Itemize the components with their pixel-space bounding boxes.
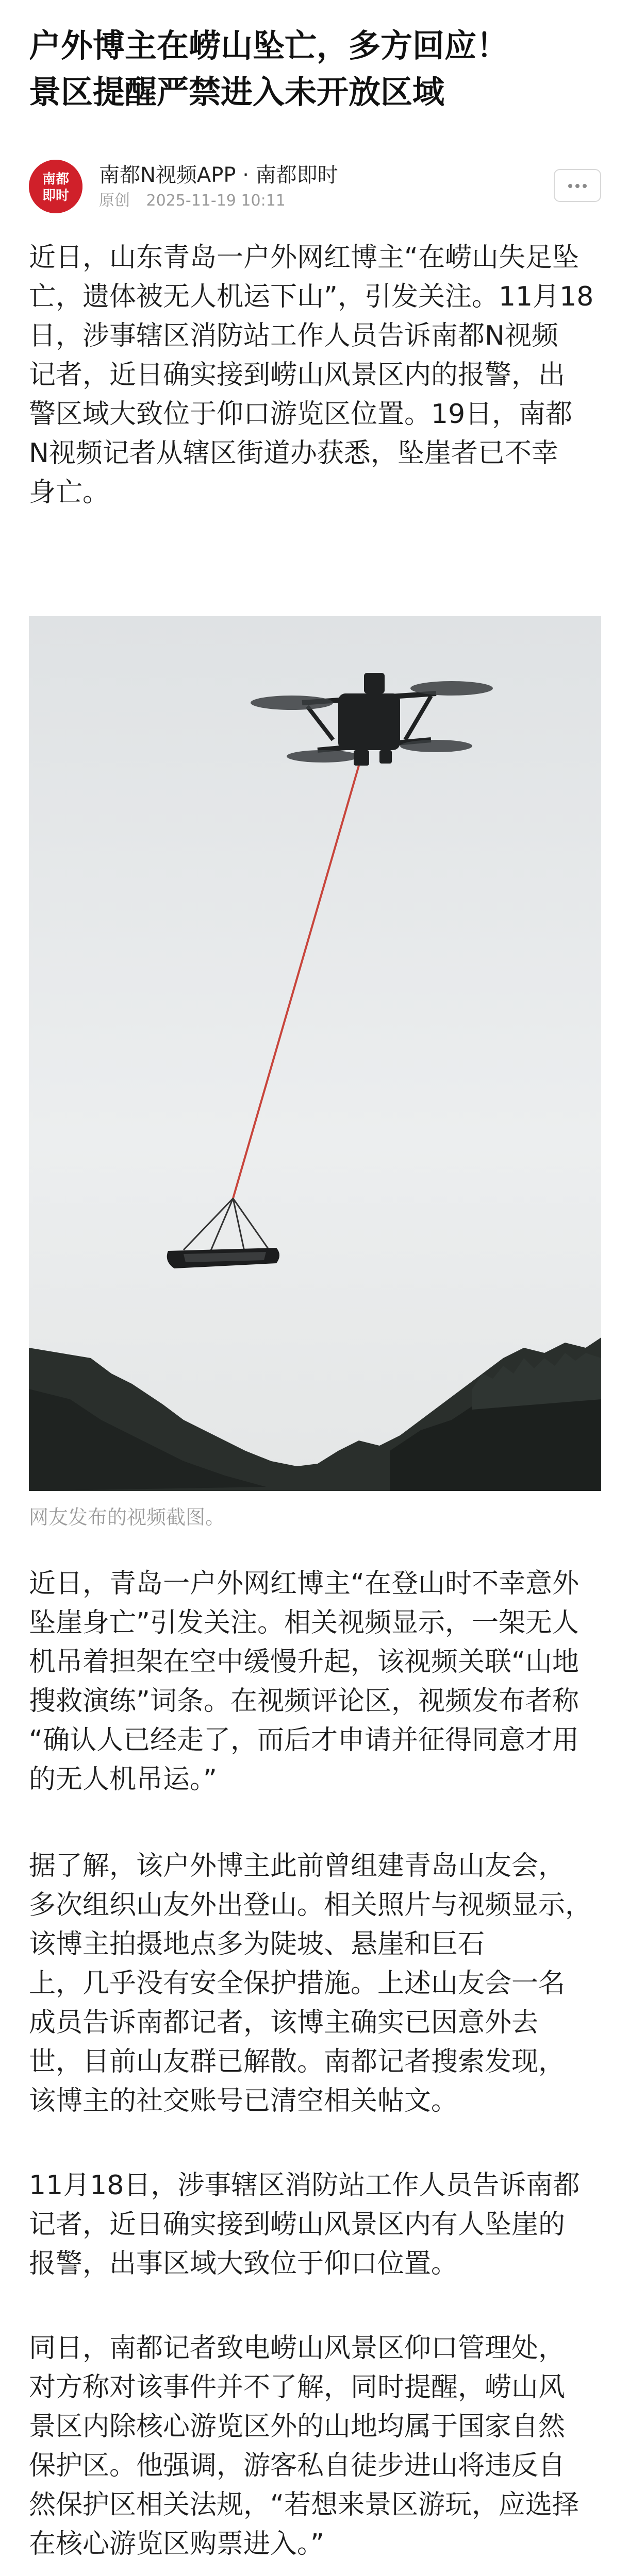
- text-line: 近日，山东青岛一户外网红博主“在崂山失足坠: [29, 242, 579, 273]
- text-line: 对方称对该事件并不了解，同时提醒，崂山风: [29, 2372, 566, 2403]
- text-line: 据了解，该户外博主此前曾组建青岛山友会，: [29, 1851, 566, 1882]
- logo-text-line-1: 南都: [42, 172, 70, 187]
- title-line: 景区提醒严禁进入未开放区域: [29, 73, 445, 111]
- text-line: 近日，青岛一户外网红博主“在登山时不幸意外: [29, 1568, 579, 1599]
- text-line: 景区内除核心游览区外的山地均属于国家自然: [29, 2411, 566, 2442]
- source-meta: [99, 191, 297, 211]
- original-badge: 原创: [99, 192, 130, 210]
- text-line: 亡，遗体被无人机运下山”，引发关注。11月18: [29, 281, 594, 312]
- ellipsis-icon: [564, 177, 591, 195]
- text-line: 记者，近日确实接到崂山风景区内的报警，出: [29, 360, 566, 391]
- text-line: 的无人机吊运。”: [29, 1764, 217, 1795]
- more-button[interactable]: [554, 169, 601, 202]
- title-line: 户外博主在崂山坠亡，多方回应！: [29, 27, 509, 64]
- text-line: 警区域大致位于仰口游览区位置。19日，南都: [29, 399, 573, 430]
- text-line: N视频记者从辖区街道办获悉，坠崖者已不幸: [29, 438, 558, 469]
- source-logo[interactable]: [29, 160, 82, 213]
- text-line: 搜救演练”词条。在视频评论区，视频发布者称: [29, 1686, 579, 1717]
- drone-rescue-image: [29, 616, 601, 1491]
- source-row: [29, 158, 601, 219]
- article-photo[interactable]: [29, 616, 601, 1491]
- text-line: 世，目前山友群已解散。南都记者搜索发现，: [29, 2046, 566, 2077]
- text-line: 在核心游览区购票进入。”: [29, 2529, 324, 2560]
- article-title: [29, 23, 601, 115]
- paragraph-4: [29, 2166, 601, 2283]
- photo-caption: 网友发布的视频截图。: [29, 1506, 225, 1529]
- text-line: 11月18日，涉事辖区消防站工作人员告诉南都: [29, 2170, 580, 2201]
- paragraph-5: [29, 2329, 601, 2564]
- paragraph-2: [29, 1564, 601, 1799]
- text-line: 报警，出事区域大致位于仰口位置。: [29, 2248, 458, 2279]
- publish-date: 2025-11-19 10:11: [146, 192, 286, 210]
- text-line: 成员告诉南都记者，该博主确实已因意外去: [29, 2007, 539, 2038]
- text-line: 日，涉事辖区消防站工作人员告诉南都N视频: [29, 320, 558, 351]
- text-line: 上，几乎没有安全保护措施。上述山友会一名: [29, 1968, 566, 1999]
- text-line: 多次组织山友外出登山。相关照片与视频显示，: [29, 1890, 592, 1921]
- paragraph-1: [29, 238, 601, 512]
- text-line: 保护区。他强调，游客私自徒步进山将违反自: [29, 2450, 566, 2481]
- text-line: 然保护区相关法规，“若想来景区游玩，应选择: [29, 2489, 579, 2520]
- text-line: “确认人已经走了，而后才申请并征得同意才用: [29, 1725, 579, 1756]
- source-logo-mark: [29, 160, 82, 213]
- text-line: 坠崖身亡”引发关注。相关视频显示，一架无人: [29, 1607, 579, 1638]
- text-line: 同日，南都记者致电崂山风景区仰口管理处，: [29, 2333, 566, 2364]
- text-line: 该博主拍摄地点多为陡坡、悬崖和巨石: [29, 1929, 485, 1960]
- paragraph-3: [29, 1846, 601, 2121]
- source-name[interactable]: 南都N视频APP · 南都即时: [99, 163, 338, 187]
- logo-text-line-2: 即时: [42, 188, 70, 204]
- text-line: 记者，近日确实接到崂山风景区内有人坠崖的: [29, 2209, 566, 2240]
- text-line: 身亡。: [29, 477, 110, 508]
- text-line: 该博主的社交账号已清空相关帖文。: [29, 2086, 458, 2116]
- text-line: 机吊着担架在空中缓慢升起，该视频关联“山地: [29, 1647, 579, 1677]
